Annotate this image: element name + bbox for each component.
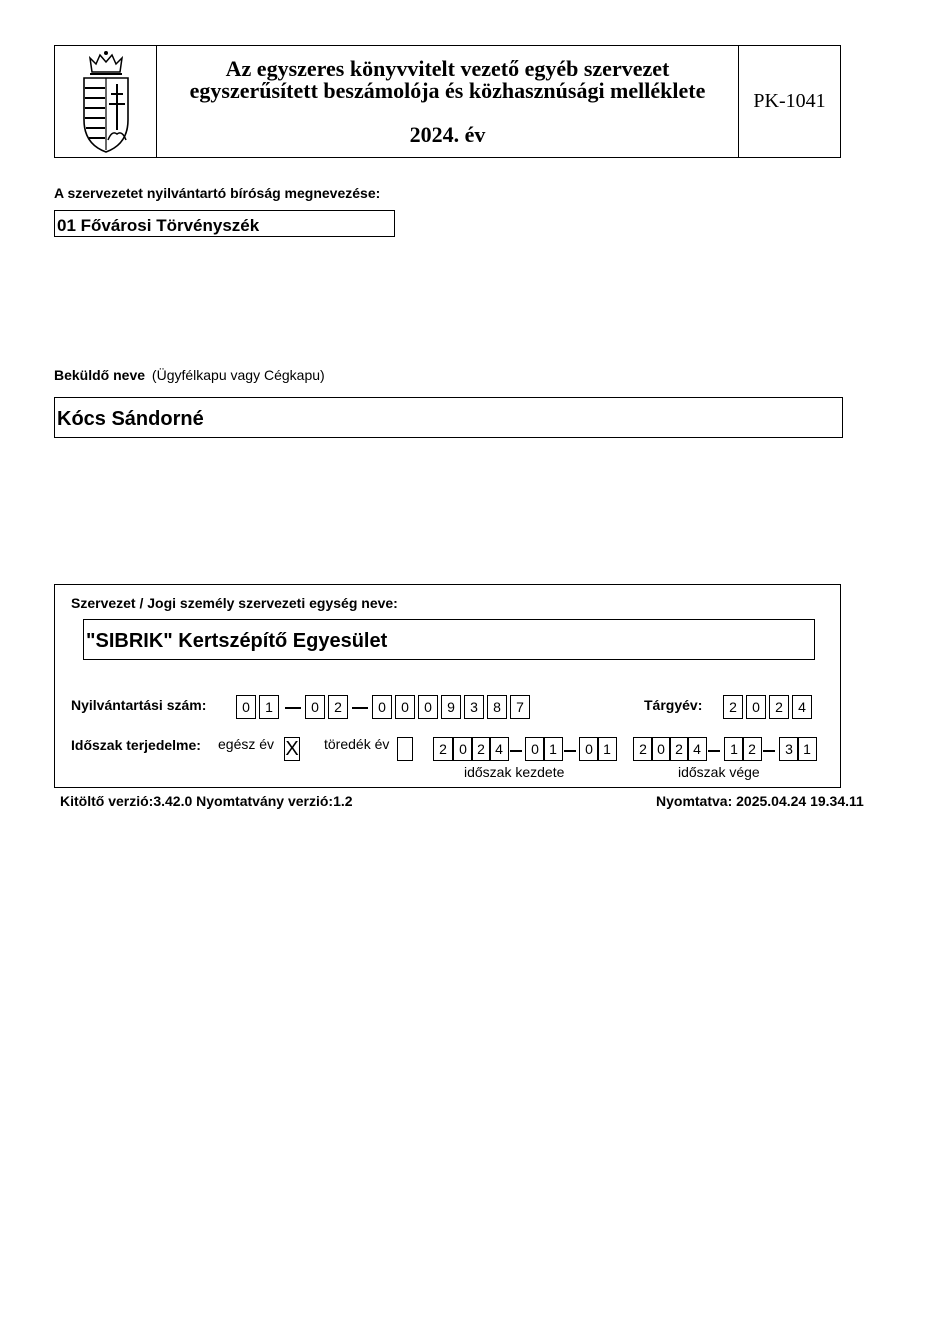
period-label: Időszak terjedelme:: [71, 737, 201, 753]
digit-box[interactable]: 9: [441, 695, 461, 719]
digit-box[interactable]: 0: [418, 695, 438, 719]
whole-year-label: egész év: [218, 736, 275, 752]
logo-cell: [55, 46, 157, 157]
digit-box[interactable]: 0: [453, 737, 473, 761]
sender-label: Beküldő neve: [54, 367, 146, 383]
sender-field[interactable]: [54, 397, 843, 438]
organization-block: [54, 584, 841, 788]
digit-box[interactable]: 4: [489, 737, 509, 761]
digit-box[interactable]: 1: [597, 737, 617, 761]
period-end-caption: időszak vége: [678, 764, 760, 780]
form-code: PK-1041: [738, 46, 840, 157]
dash-separator: [708, 750, 720, 752]
whole-year-mark: X: [285, 738, 299, 760]
digit-box[interactable]: 2: [742, 737, 762, 761]
digit-box[interactable]: 8: [487, 695, 507, 719]
year-label: Tárgyév:: [644, 697, 703, 713]
digit-box[interactable]: 0: [395, 695, 415, 719]
sender-value: Kócs Sándorné: [57, 408, 204, 430]
form-title: [157, 46, 738, 157]
title-year: 2024. év: [409, 122, 486, 147]
digit-box[interactable]: 2: [471, 737, 491, 761]
digit-box[interactable]: 0: [651, 737, 671, 761]
court-value: 01 Fővárosi Törvényszék: [57, 216, 260, 235]
print-timestamp: Nyomtatva: 2025.04.24 19.34.11: [656, 793, 864, 809]
dash-separator: [510, 750, 522, 752]
court-field[interactable]: [54, 210, 395, 237]
digit-box[interactable]: 0: [372, 695, 392, 719]
sender-hint: (Ügyfélkapu vagy Cégkapu): [151, 367, 325, 383]
digit-box[interactable]: 1: [797, 737, 817, 761]
dash-separator: [763, 750, 775, 752]
title-line-2: egyszerűsített beszámolója és közhasznúsági melléklete: [189, 78, 706, 103]
dash-separator: [564, 750, 576, 752]
dash-separator: [285, 707, 301, 709]
version-info: Kitöltő verzió:3.42.0 Nyomtatvány verzió:1.2: [60, 793, 353, 809]
partial-year-label: töredék év: [324, 736, 390, 752]
sender-label-row: [54, 367, 325, 383]
form-header: [54, 45, 841, 158]
digit-box[interactable]: 4: [792, 695, 812, 719]
digit-box[interactable]: 2: [769, 695, 789, 719]
digit-box[interactable]: 4: [687, 737, 707, 761]
digit-box[interactable]: 0: [236, 695, 256, 719]
org-name-value: "SIBRIK" Kertszépítő Egyesület: [86, 630, 388, 652]
digit-box[interactable]: 0: [305, 695, 325, 719]
digit-box[interactable]: 2: [433, 737, 453, 761]
period-start-caption: időszak kezdete: [464, 764, 565, 780]
digit-box[interactable]: 2: [328, 695, 348, 719]
reg-number-label: Nyilvántartási szám:: [71, 697, 207, 713]
court-label: A szervezetet nyilvántartó bíróság megnevezése:: [54, 185, 381, 201]
whole-year-checkbox[interactable]: [284, 737, 300, 761]
digit-box[interactable]: 0: [525, 737, 545, 761]
org-name-field[interactable]: [83, 619, 815, 660]
digit-box[interactable]: 3: [779, 737, 799, 761]
digit-box[interactable]: 0: [579, 737, 599, 761]
digit-box[interactable]: 7: [510, 695, 530, 719]
digit-box[interactable]: 1: [259, 695, 279, 719]
hungarian-coat-of-arms-icon: [76, 50, 136, 154]
org-name-label: Szervezet / Jogi személy szervezeti egység neve:: [71, 595, 398, 611]
digit-box[interactable]: 2: [723, 695, 743, 719]
digit-box[interactable]: 3: [464, 695, 484, 719]
digit-box[interactable]: 1: [724, 737, 744, 761]
digit-box[interactable]: 0: [746, 695, 766, 719]
partial-year-checkbox[interactable]: [397, 737, 413, 761]
dash-separator: [352, 707, 368, 709]
digit-box[interactable]: 1: [543, 737, 563, 761]
title-line-1: Az egyszeres könyvvitelt vezető egyéb szervezet: [225, 56, 670, 81]
digit-box[interactable]: 2: [633, 737, 653, 761]
digit-box[interactable]: 2: [669, 737, 689, 761]
